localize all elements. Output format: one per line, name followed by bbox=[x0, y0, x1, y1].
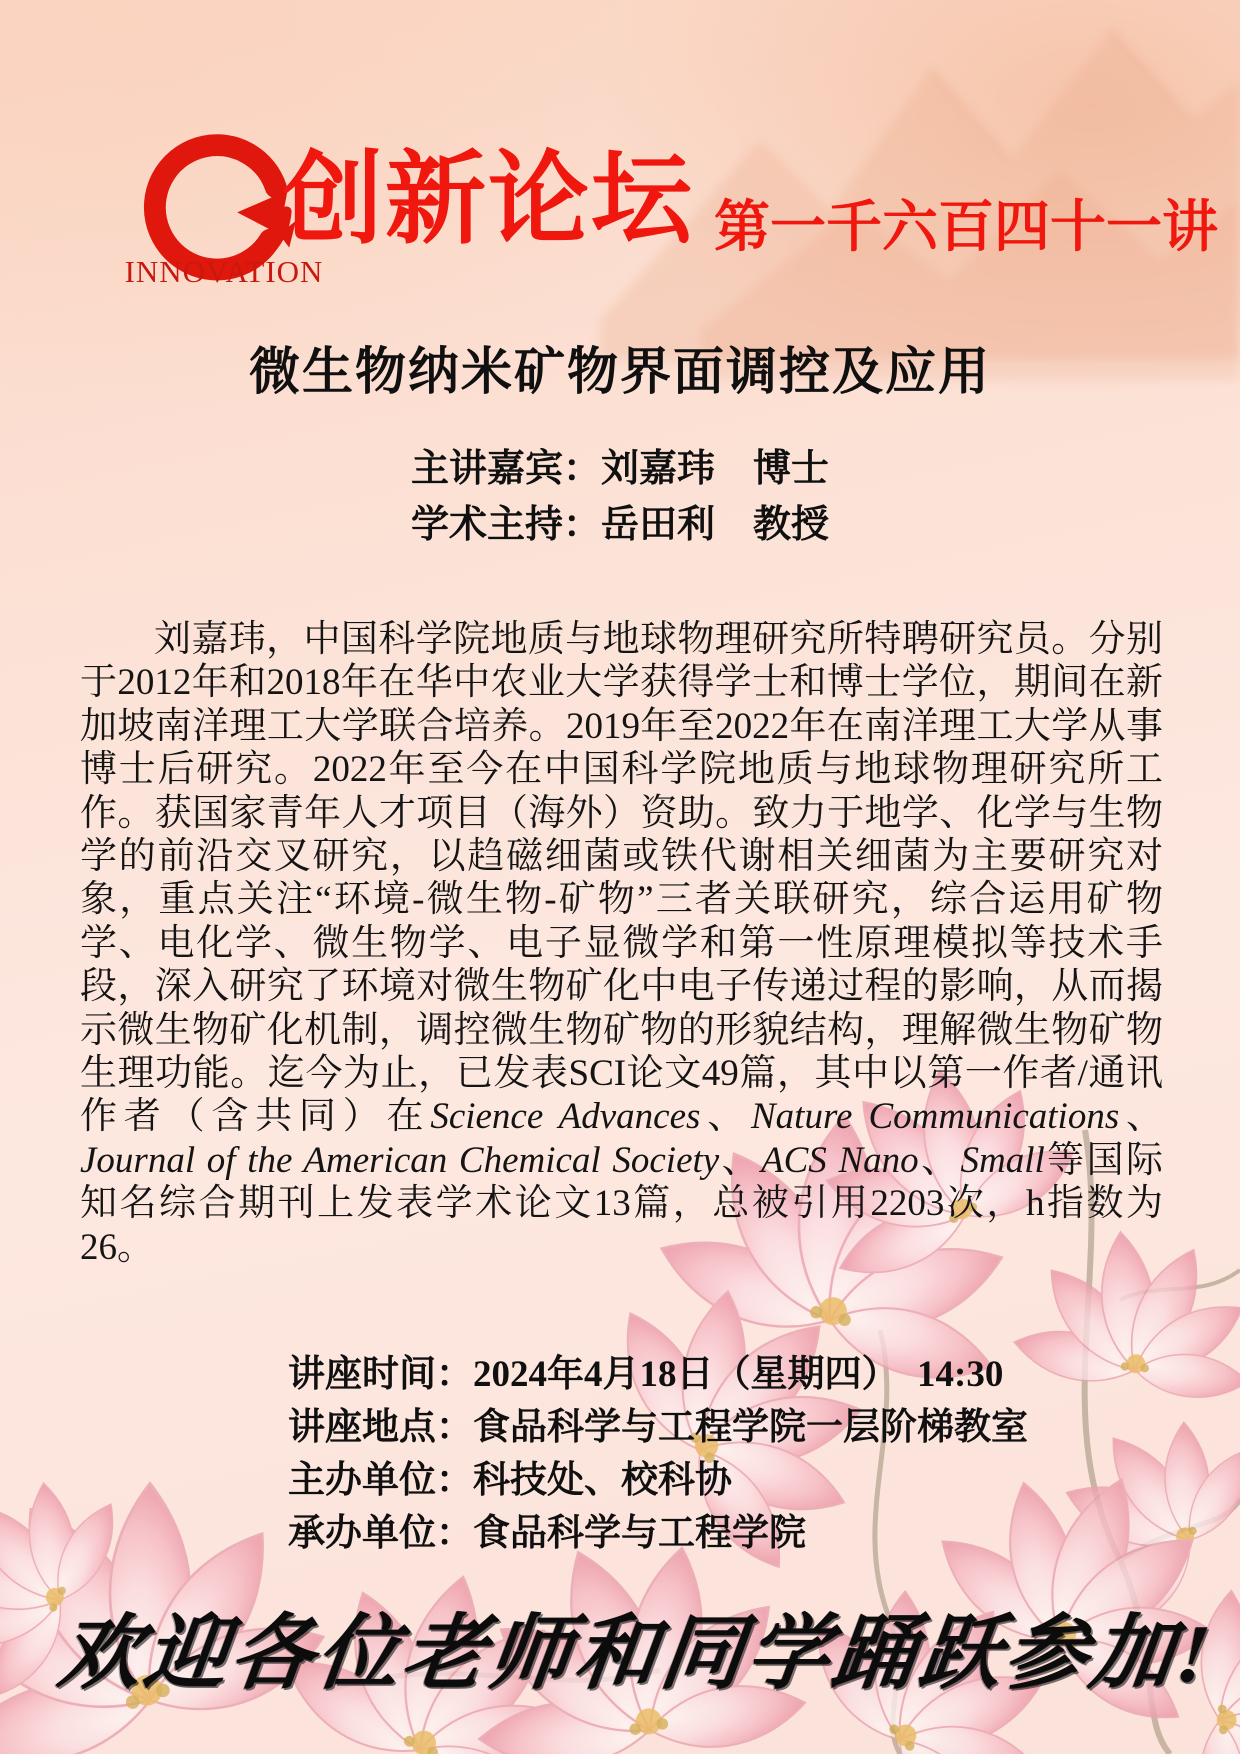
lecture-number: 第一千六百四十一讲 bbox=[714, 195, 1218, 258]
bio-segment: ACS Nano bbox=[761, 1139, 919, 1181]
detail-co-organizer: 承办单位：食品科学与工程学院 bbox=[288, 1513, 806, 1554]
bio-segment: 、 bbox=[918, 1139, 961, 1181]
lecture-title: 微生物纳米矿物界面调控及应用 bbox=[248, 345, 991, 401]
welcome-banner: 欢迎各位老师和同学踊跃参加! bbox=[53, 1608, 1219, 1699]
detail-location: 讲座地点：食品科学与工程学院一层阶梯教室 bbox=[288, 1407, 1028, 1448]
detail-time: 讲座时间：2024年4月18日（星期四） 14:30 bbox=[288, 1354, 1004, 1395]
bio-segment: 、 bbox=[719, 1139, 762, 1181]
logo-wordmark: INNOVATION bbox=[124, 254, 324, 289]
speaker-biography bbox=[80, 618, 1163, 1269]
host-line: 学术主持：岳田利 教授 bbox=[410, 504, 829, 546]
bio-segment: Nature Communications bbox=[751, 1096, 1120, 1138]
bio-segment: Small bbox=[960, 1139, 1045, 1181]
bio-segment: 刘嘉玮，中国科学院地质与地球物理研究所特聘研究员。分别于2012年和2018年在华中农业大学获得学士和博士学位，期间在新加坡南洋理工大学联合培养。2019年至2022年在南洋理工大学从事博士后研究。2022年至今在中国科学院地质与地球物理研究所工作。获国家青年人才项目（海外）资助。致力于地学、化学与生物学的前沿交叉研究，以趋磁细菌或铁代谢相关细菌为主要研究对象，重点关注“环境-微生物-矿物”三者关联研究，综合运用矿物学、电化学、微生物学、电子显微学和第一性原理模拟等技术手段，深入研究了环境对微生物矿化中电子传递过程的影响，从而揭示微生物矿化机制，调控微生物矿物的形貌结构，理解微生物矿物生理功能。迄今为止，已发表SCI论文49篇，其中以第一作者/通讯作者（含共同）在 bbox=[80, 619, 1163, 1138]
bio-segment: 、 bbox=[700, 1096, 751, 1138]
speaker-line: 主讲嘉宾：刘嘉玮 博士 bbox=[410, 448, 829, 490]
bio-segment: 等国际知名综合期刊上发表学术论文13篇，总被引用2203次，h指数为26。 bbox=[80, 1139, 1164, 1268]
bio-segment: 、 bbox=[1119, 1096, 1164, 1138]
bio-segment: Journal of the American Chemical Society bbox=[80, 1139, 720, 1181]
detail-organizer: 主办单位：科技处、校科协 bbox=[288, 1460, 732, 1501]
event-details bbox=[288, 1348, 1028, 1560]
bio-segment: Science Advances bbox=[430, 1096, 701, 1138]
forum-title: 创新论坛 bbox=[282, 144, 695, 256]
